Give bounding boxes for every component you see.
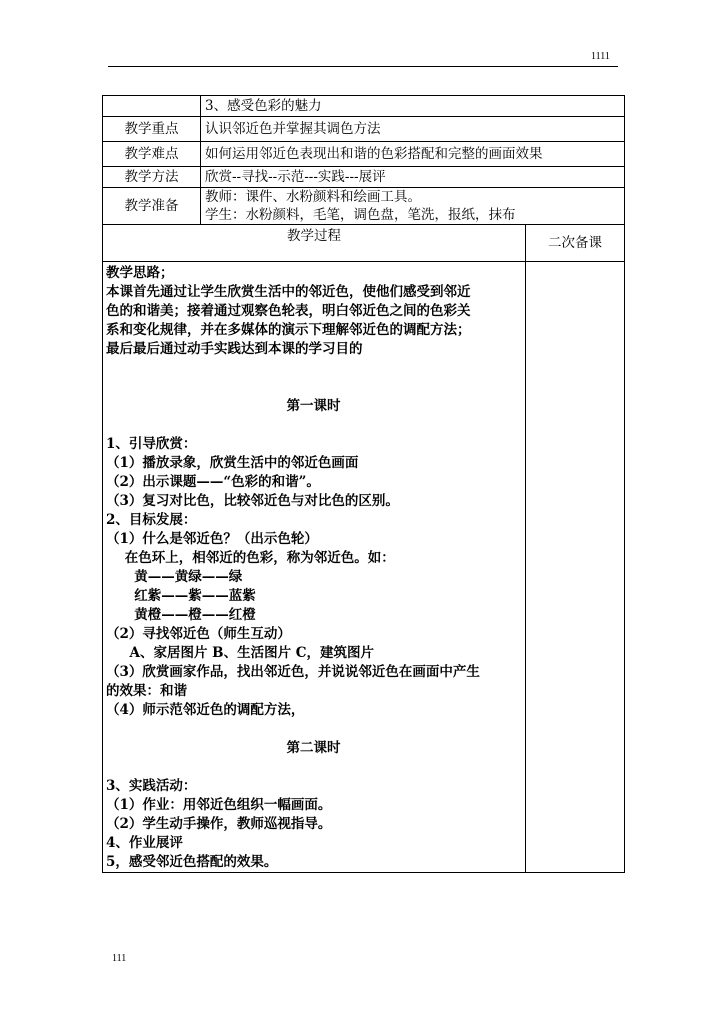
content-line: 4、作业展评 (106, 835, 183, 851)
content-line: 的效果：和谐 (106, 683, 187, 699)
row-value: 欣赏--寻找--示范---实践---展评 (201, 167, 625, 188)
row-label: 教学方法 (103, 167, 201, 188)
process-header: 教学过程 (103, 225, 526, 262)
content-line (106, 359, 521, 378)
content-line (106, 378, 521, 397)
difficulties-row (103, 142, 625, 167)
empty-label-cell (103, 96, 201, 117)
content-line: 5，感受邻近色搭配的效果。 (106, 854, 278, 870)
lesson-period-heading: 第一课时 (286, 398, 341, 414)
content-line: （4）师示范邻近色的调配方法， (106, 702, 305, 718)
content-line: （2）寻找邻近色（师生互动） (106, 626, 291, 642)
footer-page-number: 111 (112, 953, 127, 964)
content-line: 在色环上，相邻近的色彩，称为邻近色。如： (106, 550, 395, 566)
row-label: 教学重点 (103, 117, 201, 142)
teacher-prep: 教师：课件、水粉颜料和绘画工具。 (205, 189, 421, 205)
row-label: 教学难点 (103, 142, 201, 167)
content-line (106, 720, 521, 739)
key-points-row (103, 117, 625, 142)
preparation-row (103, 188, 625, 225)
content-line: 黄橙——橙——红橙 (106, 607, 256, 623)
content-line: （2）学生动手操作，教师巡视指导。 (106, 816, 332, 832)
content-line: （2）出示课题——“色彩的和谐”。 (106, 474, 320, 490)
content-line: （1）播放录象，欣赏生活中的邻近色画面 (106, 455, 359, 471)
content-line: 本课首先通过让学生欣赏生活中的邻近色，使他们感受到邻近 (106, 284, 471, 300)
content-line: A、家居图片 B、生活图片 C，建筑图片 (106, 645, 375, 661)
content-line: 3、实践活动： (106, 778, 197, 794)
header-page-number: 1111 (591, 51, 610, 62)
header-rule (108, 66, 618, 67)
process-content (103, 262, 526, 873)
content-line (106, 758, 521, 777)
content-line: 黄——黄绿——绿 (106, 569, 243, 585)
second-prep-content (526, 262, 625, 873)
row-value: 认识邻近色并掌握其调色方法 (201, 117, 625, 142)
methods-row (103, 167, 625, 188)
lesson-plan-table (102, 95, 625, 873)
student-prep: 学生：水粉颜料，毛笔，调色盘，笔洗，报纸，抹布 (205, 207, 516, 223)
title-row (103, 96, 625, 117)
content-line: （3）欣赏画家作品，找出邻近色，并说说邻近色在画面中产生 (106, 664, 480, 680)
content-line (106, 416, 521, 435)
row-value: 如何运用邻近色表现出和谐的色彩搭配和完整的画面效果 (201, 142, 625, 167)
row-label: 教学准备 (103, 188, 201, 225)
row-value (201, 188, 625, 225)
process-header-row (103, 225, 625, 262)
process-body-row (103, 262, 625, 873)
content-line: （3）复习对比色，比较邻近色与对比色的区别。 (106, 493, 399, 509)
second-prep-header: 二次备课 (526, 225, 625, 262)
content-line: 系和变化规律，并在多媒体的演示下理解邻近色的调配方法； (106, 322, 471, 338)
content-line: 色的和谐美；接着通过观察色轮表，明白邻近色之间的色彩关 (106, 303, 471, 319)
content-line: 教学思路； (106, 265, 174, 281)
content-line: （1）什么是邻近色？（出示色轮） (106, 531, 318, 547)
content-line: 红紫——紫——蓝紫 (106, 588, 256, 604)
content-line: 最后最后通过动手实践达到本课的学习目的 (106, 341, 363, 357)
content-line: （1）作业：用邻近色组织一幅画面。 (106, 797, 332, 813)
content-line: 2、目标发展： (106, 512, 197, 528)
lesson-period-heading: 第二课时 (286, 740, 341, 756)
lesson-title: 3、感受色彩的魅力 (201, 96, 625, 117)
content-line: 1、引导欣赏： (106, 436, 197, 452)
